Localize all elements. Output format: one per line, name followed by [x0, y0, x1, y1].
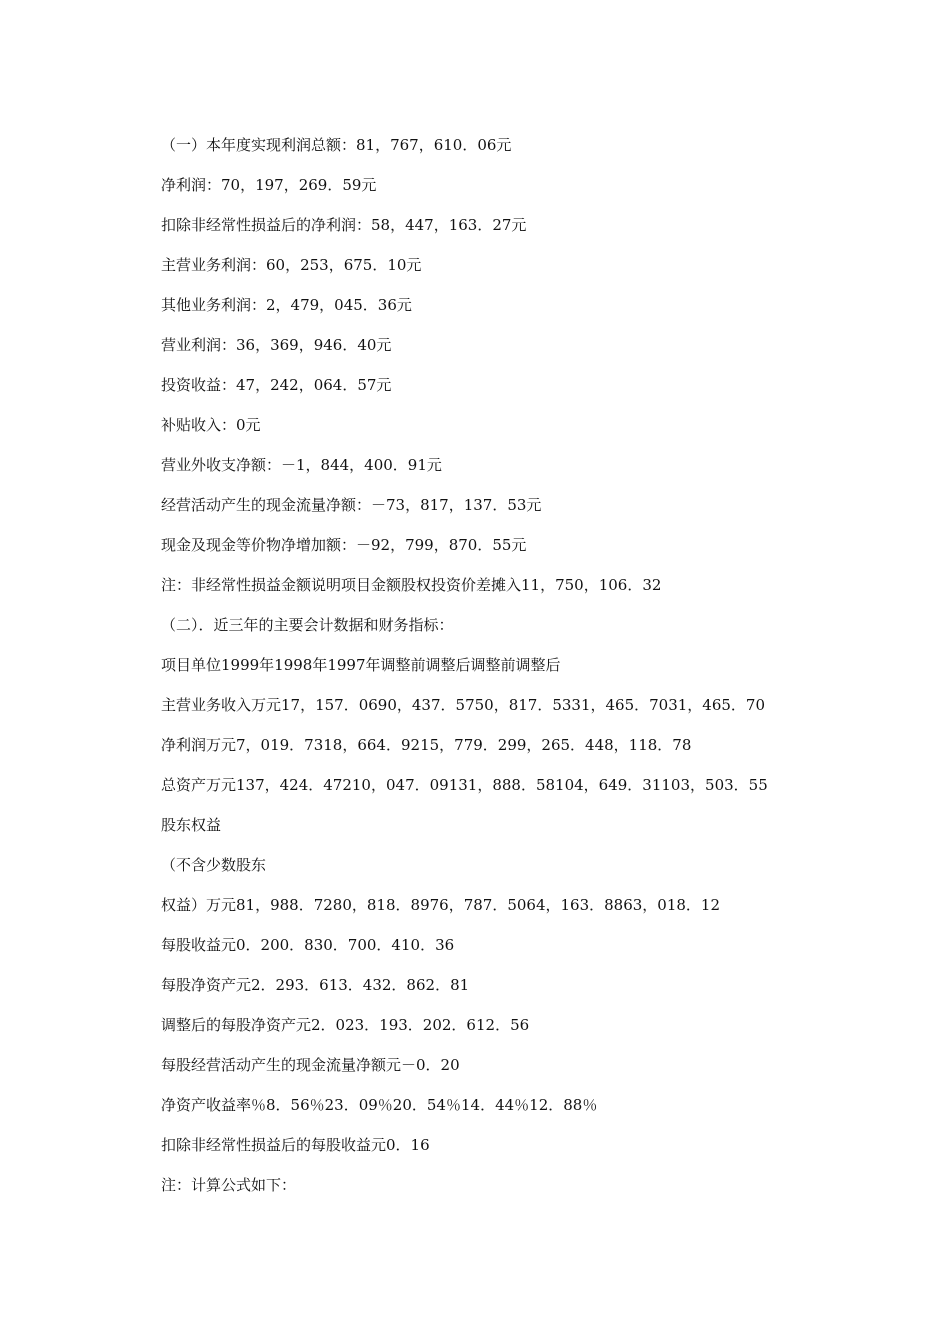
table-row-line: （不含少数股东: [161, 856, 267, 874]
text-line: 营业外收支净额：－1，844，400．91元: [161, 456, 442, 474]
table-row-line: 股东权益: [161, 816, 222, 834]
text-line: （一）本年度实现利润总额：81，767，610．06元: [161, 136, 512, 154]
table-row-line: 权益）万元81，988．7280，818．8976，787．5064，163．8863，018．12: [161, 896, 721, 914]
text-line: 投资收益：47，242，064．57元: [161, 376, 392, 394]
table-row-line: 净资产收益率％8．56％23．09％20．54％14．44％12．88％: [161, 1096, 598, 1114]
section-heading: （二）．近三年的主要会计数据和财务指标：: [161, 616, 454, 634]
table-row-line: 调整后的每股净资产元2．023．193．202．612．56: [161, 1016, 530, 1034]
text-line: 扣除非经常性损益后的净利润：58，447，163．27元: [161, 216, 527, 234]
table-row-line: 扣除非经常性损益后的每股收益元0．16: [161, 1136, 430, 1154]
text-line: 经营活动产生的现金流量净额：－73，817，137．53元: [161, 496, 542, 514]
table-row-line: 每股经营活动产生的现金流量净额元－0．20: [161, 1056, 460, 1074]
text-line: 现金及现金等价物净增加额：－92，799，870．55元: [161, 536, 527, 554]
note-line: 注：计算公式如下：: [161, 1176, 297, 1194]
text-line: 营业利润：36，369，946．40元: [161, 336, 392, 354]
text-line: 注：非经常性损益金额说明项目金额股权投资价差摊入11，750，106．32: [161, 576, 662, 594]
table-row-line: 总资产万元137，424．47210，047．09131，888．58104，649．31103，503．55: [161, 776, 768, 794]
text-line: 其他业务利润：2，479，045．36元: [161, 296, 412, 314]
table-header-line: 项目单位1999年1998年1997年调整前调整后调整前调整后: [161, 656, 561, 674]
document-body: [161, 131, 881, 1211]
table-row-line: 主营业务收入万元17，157．0690，437．5750，817．5331，465．7031，465．70: [161, 696, 766, 714]
text-line: 净利润：70，197，269．59元: [161, 176, 377, 194]
text-line: 主营业务利润：60，253，675．10元: [161, 256, 422, 274]
table-row-line: 每股收益元0．200．830．700．410．36: [161, 936, 455, 954]
table-row-line: 净利润万元7，019．7318，664．9215，779．299，265．448，118．78: [161, 736, 692, 754]
table-row-line: 每股净资产元2．293．613．432．862．81: [161, 976, 470, 994]
text-line: 补贴收入：0元: [161, 416, 261, 434]
